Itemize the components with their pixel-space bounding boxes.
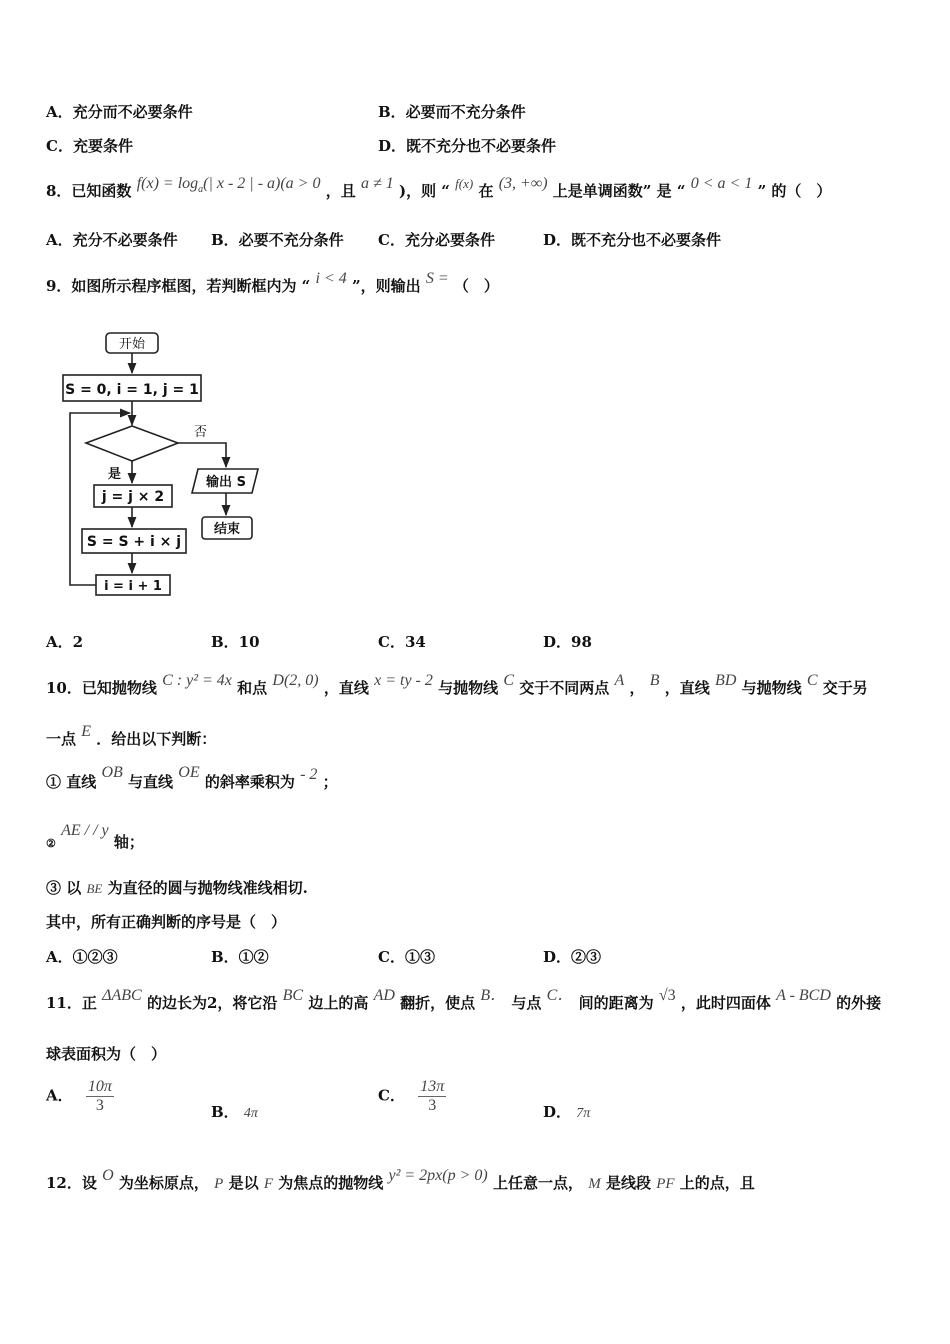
q10-statement-1 xyxy=(46,764,338,794)
q10-minus2: - 2 xyxy=(300,766,318,783)
q12-m: M xyxy=(588,1176,601,1192)
flow-step2-label: S = S + i × j xyxy=(86,534,182,550)
q10-b: B xyxy=(649,672,660,689)
q8-fx: f(x) xyxy=(455,176,474,191)
q10-text: ② xyxy=(46,837,56,850)
q10-stem-line2 xyxy=(46,723,217,751)
q10-be: BE xyxy=(86,881,103,896)
q11-text: 与点 xyxy=(511,994,542,1012)
q11-option-d-value: 7π xyxy=(576,1106,591,1121)
q8-option-b: B．必要不充分条件 xyxy=(211,231,344,249)
q11-option-c-label: C． xyxy=(378,1086,405,1105)
q11-stem-line1 xyxy=(46,987,882,1015)
q10-text: ，直线 xyxy=(323,679,369,697)
q8-condition: a ≠ 1 xyxy=(360,175,394,192)
q10-text: 与抛物线 xyxy=(741,679,802,697)
q8-option-c: C．充分必要条件 xyxy=(378,231,495,249)
q11-text: 边上的高 xyxy=(308,994,369,1012)
q10-option-d: D．②③ xyxy=(543,948,602,966)
q11-ad: AD xyxy=(373,987,395,1004)
q11-option-a-label: A． xyxy=(46,1086,73,1105)
q10-point-d: D(2, 0) xyxy=(272,672,319,689)
q10-question: 其中，所有正确判断的序号是（ ） xyxy=(46,913,287,931)
q11-b: B． xyxy=(480,987,507,1004)
flow-start-label: 开始 xyxy=(118,337,146,352)
q8-option-a: A．充分不必要条件 xyxy=(46,231,178,249)
q12-text: 为焦点的抛物线 xyxy=(278,1174,384,1192)
q7-option-a: A．充分而不必要条件 xyxy=(46,103,193,121)
q7-option-b: B．必要而不充分条件 xyxy=(378,103,526,121)
q9-cond: i < 4 xyxy=(315,270,347,287)
q10-a: A xyxy=(614,672,625,689)
q11-sqrt3: √3 xyxy=(658,987,676,1004)
q11-tetrahedron: A - BCD xyxy=(776,987,831,1004)
flow-step1-label: j = j × 2 xyxy=(101,489,165,505)
q9-flowchart xyxy=(46,325,276,610)
q12-text: 为坐标原点， xyxy=(118,1174,209,1192)
q10-option-b: B．①② xyxy=(211,948,269,966)
q8-text: 在 xyxy=(478,182,494,200)
q9-option-b: B．10 xyxy=(211,633,260,651)
q10-text: ．给出以下判断： xyxy=(96,730,217,748)
q12-text: 12．设 xyxy=(46,1174,97,1192)
q9-text: 9．如图所示程序框图，若判断框内为 “ xyxy=(46,277,311,295)
q10-text: ； xyxy=(322,773,338,791)
q9-text: （ ） xyxy=(453,277,499,295)
q9-option-c: C．34 xyxy=(378,633,426,651)
q12-f: F xyxy=(263,1176,273,1192)
q10-ob: OB xyxy=(101,764,123,781)
flow-end-label: 结束 xyxy=(213,522,241,537)
q10-text: 和点 xyxy=(237,679,268,697)
q10-e: E xyxy=(81,723,92,740)
q11-stem-line2: 球表面积为（ ） xyxy=(46,1045,167,1063)
q11-text: ，此时四面体 xyxy=(680,994,771,1012)
q11-option-d xyxy=(543,1101,590,1122)
q8-text: )，则 “ xyxy=(398,182,450,200)
q8-text: 8．已知函数 xyxy=(46,182,132,200)
q10-c2: C xyxy=(806,672,818,689)
q10-option-a: A．①②③ xyxy=(46,948,118,966)
q10-text: 交于不同两点 xyxy=(519,679,610,697)
q10-text: ，直线 xyxy=(664,679,710,697)
q12-curve: y² = 2px(p > 0) xyxy=(388,1167,488,1184)
q10-ae-y: AE / / y xyxy=(61,822,109,839)
q9-stem xyxy=(46,270,499,298)
q11-triangle: ΔABC xyxy=(102,987,142,1004)
q10-text: 的斜率乘积为 xyxy=(204,773,295,791)
q8-option-d: D．既不充分也不必要条件 xyxy=(543,231,722,249)
q11-text: 翻折，使点 xyxy=(400,994,476,1012)
q10-text: 为直径的圆与抛物线准线相切. xyxy=(107,879,308,897)
q11-option-b-label: B． xyxy=(211,1103,239,1121)
q10-oe: OE xyxy=(178,764,200,781)
q8-text: ，且 xyxy=(325,182,356,200)
q10-text: ， xyxy=(629,679,645,697)
q11-c: C． xyxy=(546,987,574,1004)
q10-curve: C : y² = 4x xyxy=(162,672,232,689)
flow-step3-label: i = i + 1 xyxy=(104,579,162,594)
q9-text: ”，则输出 xyxy=(352,277,421,295)
q12-pf: PF xyxy=(656,1176,675,1192)
q9-option-d: D．98 xyxy=(543,633,592,651)
q10-text: 轴； xyxy=(113,833,144,851)
q10-line: x = ty - 2 xyxy=(374,672,433,689)
q12-text: 是线段 xyxy=(605,1174,651,1192)
q7-option-d: D．既不充分也不必要条件 xyxy=(378,137,557,155)
q11-text: 11．正 xyxy=(46,994,97,1012)
q10-text: 交于另 xyxy=(822,679,868,697)
q11-bc: BC xyxy=(282,987,304,1004)
flow-decision xyxy=(86,426,178,461)
q12-text: 上的点，且 xyxy=(679,1174,755,1192)
q10-text: 与抛物线 xyxy=(438,679,499,697)
q10-statement-2 xyxy=(46,822,144,855)
q11-option-c-fraction: $\frac{13\pi}{3}$ xyxy=(420,1078,445,1114)
flow-output-label: 输出 S xyxy=(206,475,246,490)
flow-no-label: 否 xyxy=(194,425,208,440)
q7-option-c: C．充要条件 xyxy=(46,137,133,155)
q8-stem xyxy=(46,175,832,209)
q11-option-b-value: 4π xyxy=(243,1106,258,1121)
q10-statement-3 xyxy=(46,877,308,900)
q8-interval: (3, +∞) xyxy=(498,175,548,192)
q11-option-a xyxy=(46,1078,114,1115)
q12-stem xyxy=(46,1167,755,1195)
q11-option-a-fraction: $\frac{10\pi}{3}$ xyxy=(87,1078,112,1114)
q10-text: ③ 以 xyxy=(46,879,82,897)
q11-text: 的外接 xyxy=(836,994,882,1012)
q11-text: 间的距离为 xyxy=(578,994,654,1012)
q10-text: 与直线 xyxy=(128,773,174,791)
q10-c: C xyxy=(503,672,515,689)
q12-text: 是以 xyxy=(228,1174,259,1192)
q9-s: S = xyxy=(425,270,449,287)
q12-o: O xyxy=(102,1167,114,1184)
flow-init-label: S = 0, i = 1, j = 1 xyxy=(65,382,199,398)
q8-text: ” 的（ ） xyxy=(757,182,832,200)
q12-text: 上任意一点， xyxy=(492,1174,583,1192)
q11-option-c xyxy=(378,1078,446,1115)
q10-stem-line1 xyxy=(46,672,868,700)
q11-option-b xyxy=(211,1101,258,1122)
q8-function: $f(x) = \log_a(|$ x - 2 | - a)(a > 0 xyxy=(136,175,321,196)
q12-p: P xyxy=(214,1176,224,1192)
q11-text: 的边长为2，将它沿 xyxy=(146,994,278,1012)
q8-cond: 0 < a < 1 xyxy=(690,175,753,192)
q10-text: ① 直线 xyxy=(46,773,97,791)
flow-yes-label: 是 xyxy=(108,467,122,482)
q8-text: 上是单调函数” 是 “ xyxy=(552,182,686,200)
q10-text: 10．已知抛物线 xyxy=(46,679,157,697)
q11-option-d-label: D． xyxy=(543,1103,572,1121)
q10-option-c: C．①③ xyxy=(378,948,435,966)
q9-option-a: A．2 xyxy=(46,633,84,651)
q10-bd: BD xyxy=(715,672,737,689)
q10-text: 一点 xyxy=(46,730,77,748)
